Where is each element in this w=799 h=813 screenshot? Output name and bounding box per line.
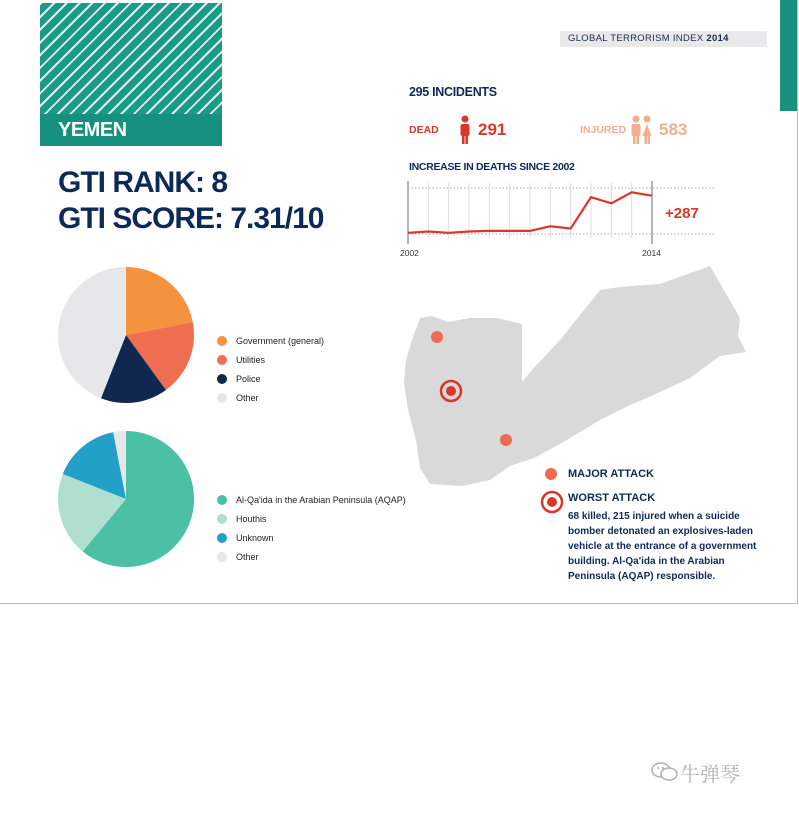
publication-name: GLOBAL TERRORISM INDEX — [568, 33, 704, 44]
gti-rank: GTI RANK: 8 — [58, 166, 227, 199]
injured-label: INJURED — [580, 124, 627, 136]
legend-swatch — [217, 374, 227, 384]
watermark-text: 牛弹琴 — [680, 764, 740, 786]
dead-label: DEAD — [409, 124, 439, 136]
legend-item — [217, 528, 406, 547]
trend-title: INCREASE IN DEATHS SINCE 2002 — [409, 161, 575, 173]
worst-attack-description: 68 killed, 215 injured when a suicide bomber detonated an explosives-laden vehicle at the entrance of a government building. Al-Qa'ida in the Arabian Peninsula (AQAP) responsible. — [568, 511, 757, 582]
perpetrator-legend — [217, 490, 406, 566]
injured-people-icon — [630, 115, 654, 145]
legend-swatch — [217, 533, 227, 543]
legend-item — [217, 350, 324, 369]
header-accent — [780, 0, 797, 111]
legend-label: Other — [236, 392, 259, 403]
legend-item — [217, 509, 406, 528]
legend-swatch — [217, 355, 227, 365]
worst-attack-label: WORST ATTACK — [568, 492, 656, 504]
incidents-title: 295 INCIDENTS — [409, 85, 497, 99]
gti-score: GTI SCORE: 7.31/10 — [58, 202, 324, 235]
tick-marks — [428, 183, 631, 238]
legend-label: Unknown — [236, 532, 274, 543]
injured-value: 583 — [659, 120, 688, 139]
trend-start-label: 2002 — [400, 248, 419, 258]
legend-swatch — [217, 393, 227, 403]
legend-label: Other — [236, 551, 259, 562]
legend-label: Government (general) — [236, 335, 325, 346]
legend-swatch — [217, 495, 227, 505]
perpetrator-pie-chart — [58, 431, 198, 571]
legend-label: Al-Qa'ida in the Arabian Peninsula (AQAP) — [236, 494, 406, 505]
major-attack-marker — [500, 434, 512, 446]
legend-item — [217, 388, 324, 407]
target-legend — [217, 331, 324, 407]
worst-attack-legend-icon — [540, 490, 564, 514]
legend-item — [217, 490, 406, 509]
worst-attack-marker-core — [446, 386, 456, 396]
yemen-country-shape — [404, 266, 746, 486]
legend-item — [217, 547, 406, 566]
major-attack-label: MAJOR ATTACK — [568, 468, 654, 480]
legend-swatch — [217, 336, 227, 346]
major-attack-legend-icon — [544, 467, 558, 481]
dead-value: 291 — [478, 120, 507, 139]
legend-swatch — [217, 514, 227, 524]
legend-item — [217, 369, 324, 388]
publication-year: 2014 — [706, 33, 729, 44]
legend-label: Police — [236, 373, 261, 384]
legend-swatch — [217, 552, 227, 562]
trend-end-label: 2014 — [642, 248, 661, 258]
dead-person-icon — [459, 115, 471, 145]
target-pie-chart — [58, 266, 198, 406]
legend-item — [217, 331, 324, 350]
wechat-icon — [650, 760, 680, 784]
legend-label: Houthis — [236, 513, 267, 524]
yemen-map — [395, 262, 755, 492]
legend-label: Utilities — [236, 354, 266, 365]
country-title: YEMEN — [40, 114, 222, 146]
publication-header — [560, 31, 767, 47]
deaths-change: +287 — [665, 205, 699, 222]
major-attack-marker — [431, 331, 443, 343]
